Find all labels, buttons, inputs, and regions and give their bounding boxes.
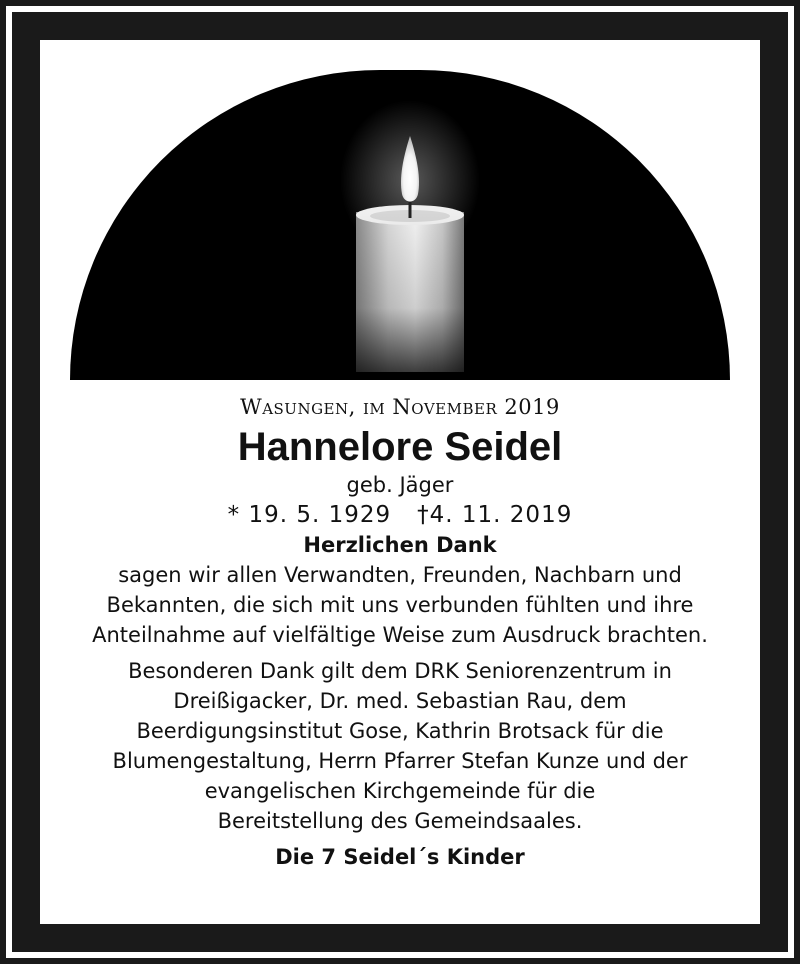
thanks-heading: Herzlichen Dank bbox=[303, 533, 497, 557]
life-dates bbox=[40, 500, 760, 530]
text-line: Bereitstellung des Gemeindsaales. bbox=[217, 809, 583, 833]
candle-photo bbox=[70, 70, 730, 380]
text-line: Beerdigungsinstitut Gose, Kathrin Brotsack für die bbox=[136, 719, 664, 743]
text-line: Besonderen Dank gilt dem DRK Seniorenzentrum in bbox=[128, 659, 672, 683]
place-date: Wasungen, im November 2019 bbox=[240, 395, 560, 419]
text-line: evangelischen Kirchgemeinde für die bbox=[204, 779, 596, 803]
text-line: sagen wir allen Verwandten, Freunden, Nachbarn und bbox=[118, 563, 682, 587]
deceased-name: Hannelore Seidel bbox=[237, 425, 563, 469]
text-line: Anteilnahme auf vielfältige Weise zum Ausdruck brachten. bbox=[92, 623, 708, 647]
death-date: †4. 11. 2019 bbox=[417, 502, 573, 528]
thanks-paragraph-2 bbox=[40, 656, 760, 836]
text-line: Blumengestaltung, Herrn Pfarrer Stefan Kunze und der bbox=[112, 749, 688, 773]
text-line: Bekannten, die sich mit uns verbunden fühlten und ihre bbox=[106, 593, 694, 617]
signature: Die 7 Seidel´s Kinder bbox=[275, 845, 525, 869]
notice-text bbox=[40, 392, 760, 872]
maiden-name: geb. Jäger bbox=[346, 473, 454, 497]
text-line: Dreißigacker, Dr. med. Sebastian Rau, dem bbox=[173, 689, 627, 713]
thanks-paragraph-1 bbox=[40, 560, 760, 650]
candle-icon bbox=[70, 70, 730, 380]
birth-date: * 19. 5. 1929 bbox=[227, 502, 392, 528]
